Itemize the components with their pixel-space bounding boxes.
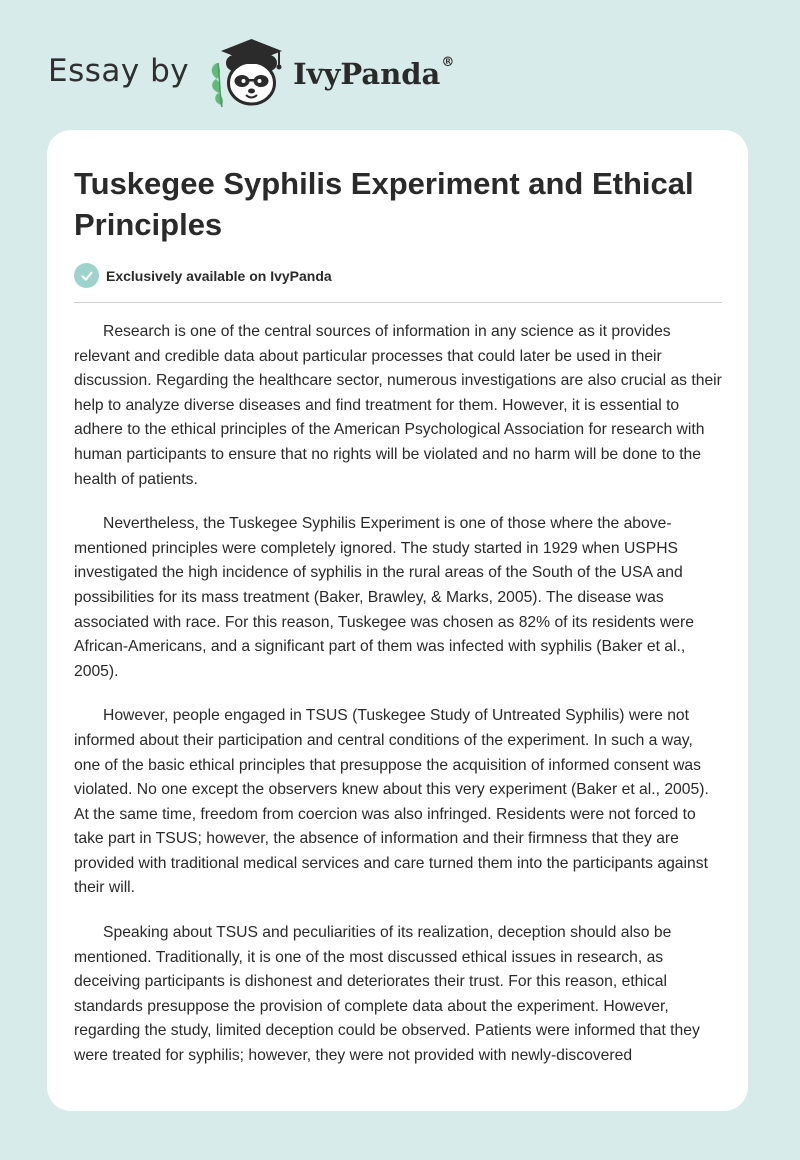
divider <box>74 302 722 303</box>
essay-paragraph: Nevertheless, the Tuskegee Syphilis Experiment is one of those where the above-mentioned principles were completely ignored. The study started in 1929 when USPHS investigated the high incidence of syphilis in the rural areas of the South of the USA and possibilities for its mass treatment (Baker, Brawley, & Marks, 2005). The disease was associated with race. For this reason, Tuskegee was chosen as 82% of its residents were African-Americans, and a significant part of them was infected with syphilis (Baker et al., 2005). <box>74 515 694 680</box>
essay-title: Tuskegee Syphilis Experiment and Ethical Principles <box>74 166 694 242</box>
panda-logo-icon[interactable] <box>205 33 289 113</box>
check-icon <box>74 263 99 288</box>
essay-paragraph: However, people engaged in TSUS (Tuskegee Study of Untreated Syphilis) were not informed about their participation and central conditions of the experiment. In such a way, one of the basic ethical principles that presuppose the acquisition of informed consent was violated. No one except the observers knew about this very experiment (Baker et al., 2005). At the same time, freedom from coercion was also infringed. Residents were not forced to take part in TSUS; however, the absence of information and their firmness that they are provided with traditional medical services and care turned them into the participants against their will. <box>74 707 709 897</box>
registered-mark: ® <box>441 55 455 70</box>
brand-prefix: Essay by <box>48 53 190 89</box>
exclusive-badge-text: Exclusively available on IvyPanda <box>106 267 332 284</box>
essay-paragraph: Research is one of the central sources of information in any science as it provides relevant and credible data about particular processes that could later be used in their discussion. Regarding the healthcare sector, numerous investigations are also crucial as their help to analyze diverse diseases and find treatment for them. However, it is essential to adhere to the ethical principles of the American Psychological Association for research with human participants to ensure that no rights will be violated and no harm will be done to the health of patients. <box>74 323 722 488</box>
exclusive-badge <box>74 263 332 288</box>
essay-paragraph: Speaking about TSUS and peculiarities of its realization, deception should also be mentioned. Traditionally, it is one of the most discussed ethical issues in research, as deceiving participants is dishonest and deteriorates their trust. For this reason, ethical standards presuppose the provision of complete data about the experiment. However, regarding the study, limited deception could be observed. Patients were informed that they were treated for syphilis; however, they were not provided with newly-discovered <box>74 924 700 1065</box>
brand-header <box>48 30 454 116</box>
essay-body <box>74 320 722 1065</box>
essay-card <box>47 130 748 1111</box>
brand-name[interactable]: IvyPanda® <box>293 55 455 91</box>
